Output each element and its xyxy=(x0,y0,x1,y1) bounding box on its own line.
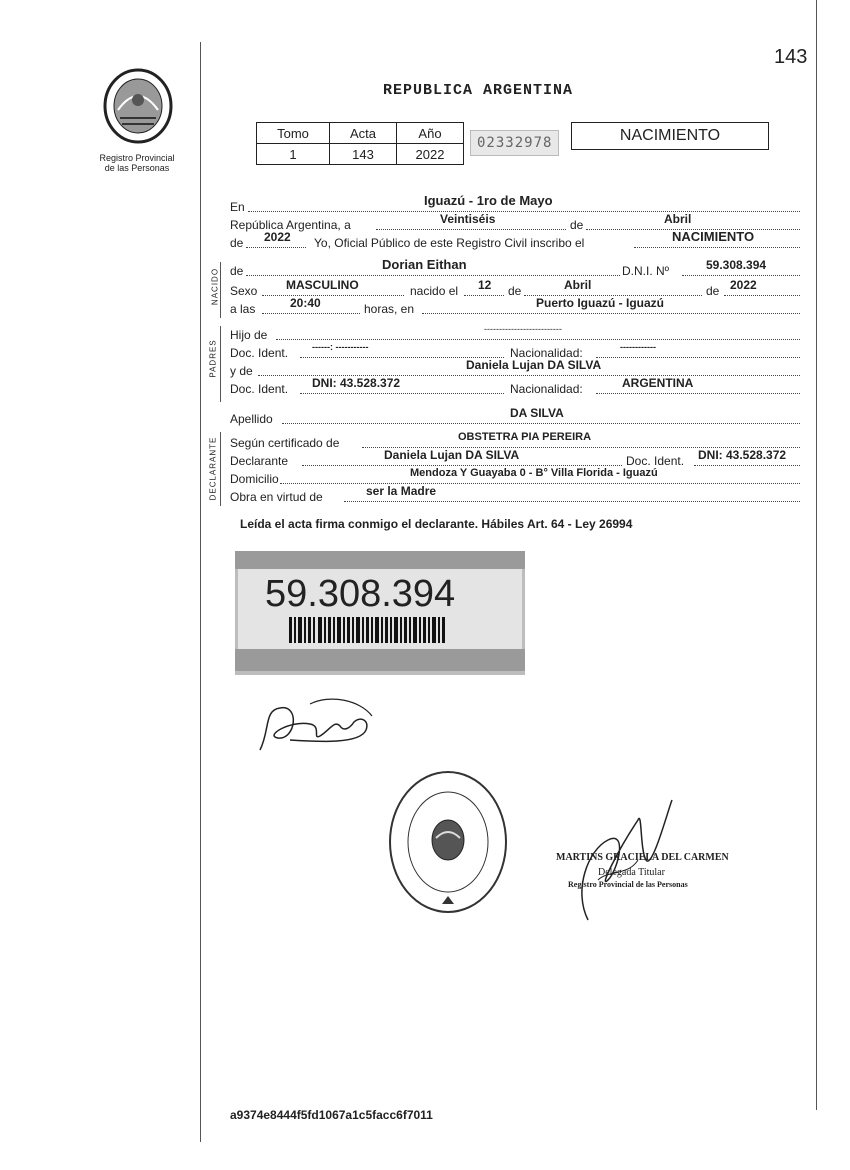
document-hash: a9374e8444f5fd1067a1c5facc6f7011 xyxy=(230,1108,433,1122)
provincial-seal xyxy=(100,68,176,150)
dni-stamp xyxy=(235,551,525,675)
dots xyxy=(724,295,800,296)
seal-caption-line-2: de las Personas xyxy=(104,163,170,173)
padres-bracket xyxy=(220,326,221,402)
line-en xyxy=(230,193,800,216)
line-obra xyxy=(230,484,800,506)
year-value: 2022 xyxy=(264,230,291,244)
certificado-label: Según certificado de xyxy=(230,436,340,450)
domicilio-label: Domicilio xyxy=(230,472,279,486)
dots xyxy=(634,247,800,248)
stamp-band-bottom xyxy=(235,649,525,671)
a-las-label: a las xyxy=(230,302,256,316)
stamp-number: 59.308.394 xyxy=(265,573,456,615)
basis-value: ser la Madre xyxy=(366,484,437,498)
seal-caption-line-1: Registro Provincial xyxy=(99,153,175,163)
de-label: de xyxy=(570,218,584,232)
hijo-de-label: Hijo de xyxy=(230,328,268,342)
left-margin-line xyxy=(200,42,201,1142)
nacido-side-label: NACIDO xyxy=(210,267,220,306)
birth-month: Abril xyxy=(564,278,592,292)
declarante-bracket xyxy=(220,432,221,506)
line-apellido xyxy=(230,406,800,428)
stamp-band-top xyxy=(235,551,525,569)
doc-label-declarante: Doc. Ident. xyxy=(626,454,685,468)
dots xyxy=(280,483,800,484)
address-value: Mendoza Y Guayaba 0 - B° Villa Florida - Iguazú xyxy=(410,467,658,479)
page-number: 143 xyxy=(774,46,808,68)
de-label-day: de xyxy=(508,284,522,298)
right-margin-line xyxy=(816,0,817,1110)
line-domicilio xyxy=(230,467,800,488)
dots xyxy=(376,229,566,230)
de-label-2: de xyxy=(230,236,244,250)
dots xyxy=(262,313,360,314)
official-org: Registro Provincial de las Personas xyxy=(568,880,688,889)
birth-year: 2022 xyxy=(730,278,757,292)
value-acta: 143 xyxy=(330,144,397,165)
mother-nationality: ARGENTINA xyxy=(622,376,694,390)
de-label-month: de xyxy=(706,284,720,298)
value-anio: 2022 xyxy=(397,144,464,165)
nacionalidad-label-mother: Nacionalidad: xyxy=(510,382,583,396)
nacionalidad-label-father: Nacionalidad: xyxy=(510,346,583,360)
place-value: Iguazú - 1ro de Mayo xyxy=(424,193,553,208)
dots xyxy=(596,393,800,394)
dots xyxy=(282,423,800,424)
certificate-value: OBSTETRA PIA PEREIRA xyxy=(458,431,592,443)
padres-side-label: PADRES xyxy=(208,339,218,378)
sexo-value: MASCULINO xyxy=(286,278,359,292)
father-nationality: ------------ xyxy=(620,342,656,352)
y-de-label: y de xyxy=(230,364,253,378)
apellido-value: DA SILVA xyxy=(510,406,564,420)
mother-name: Daniela Lujan DA SILVA xyxy=(466,358,602,372)
dots xyxy=(344,501,800,502)
dots xyxy=(300,393,504,394)
seal-caption xyxy=(82,153,192,173)
mother-doc: DNI: 43.528.372 xyxy=(312,376,401,390)
reference-table xyxy=(256,122,464,165)
child-dni: 59.308.394 xyxy=(706,258,767,272)
dots xyxy=(694,465,800,466)
apellido-label: Apellido xyxy=(230,412,273,426)
header-acta: Acta xyxy=(330,123,397,144)
nacido-el-label: nacido el xyxy=(410,284,459,298)
barcode xyxy=(289,617,449,643)
dni-label: D.N.I. Nº xyxy=(622,264,670,278)
official-seal xyxy=(386,768,510,916)
dots xyxy=(262,295,404,296)
dots xyxy=(422,313,800,314)
official-block xyxy=(556,852,756,889)
declarante-side-label: DECLARANTE xyxy=(208,436,218,501)
horas-label: horas, en xyxy=(364,302,415,316)
official-name: MARTINS GRACIELA DEL CARMEN xyxy=(556,852,729,863)
child-name: Dorian Eithan xyxy=(382,257,467,272)
father-doc: ------: ----------- xyxy=(312,342,369,352)
serial-number: 02332978 xyxy=(470,130,559,156)
dots xyxy=(596,357,800,358)
header-tomo: Tomo xyxy=(257,123,330,144)
sexo-label: Sexo xyxy=(230,284,258,298)
declarante-name: Daniela Lujan DA SILVA xyxy=(384,448,520,462)
line-hora xyxy=(230,296,800,318)
dots xyxy=(248,211,800,212)
doc-label-mother: Doc. Ident. xyxy=(230,382,289,396)
record-value: NACIMIENTO xyxy=(672,229,755,244)
father-name: -------------------------- xyxy=(484,324,562,334)
document-title: REPUBLICA ARGENTINA xyxy=(383,82,574,99)
month-value: Abril xyxy=(664,212,692,226)
doc-label-father: Doc. Ident. xyxy=(230,346,289,360)
en-label: En xyxy=(230,200,245,214)
day-value: Veintiséis xyxy=(440,212,496,226)
declarante-label: Declarante xyxy=(230,454,289,468)
birth-time: 20:40 xyxy=(290,296,321,310)
de-label-name: de xyxy=(230,264,244,278)
dots xyxy=(464,295,504,296)
declarant-signature xyxy=(250,690,380,760)
statement-text: Yo, Oficial Público de este Registro Civil inscribo el xyxy=(314,236,585,250)
birth-day: 12 xyxy=(478,278,492,292)
line-mother-doc xyxy=(230,376,800,398)
birth-place: Puerto Iguazú - Iguazú xyxy=(536,296,664,310)
header-anio: Año xyxy=(397,123,464,144)
record-type-box: NACIMIENTO xyxy=(571,122,769,150)
legal-text: Leída el acta firma conmigo el declarante. Hábiles Art. 64 - Ley 26994 xyxy=(240,517,633,531)
obra-label: Obra en virtud de xyxy=(230,490,323,504)
dots xyxy=(246,247,306,248)
nacido-bracket xyxy=(220,262,221,318)
value-tomo: 1 xyxy=(257,144,330,165)
declarante-doc: DNI: 43.528.372 xyxy=(698,448,787,462)
republica-label: República Argentina, a xyxy=(230,218,351,232)
line-year xyxy=(230,229,800,252)
official-title: Delegada Titular xyxy=(598,867,665,878)
